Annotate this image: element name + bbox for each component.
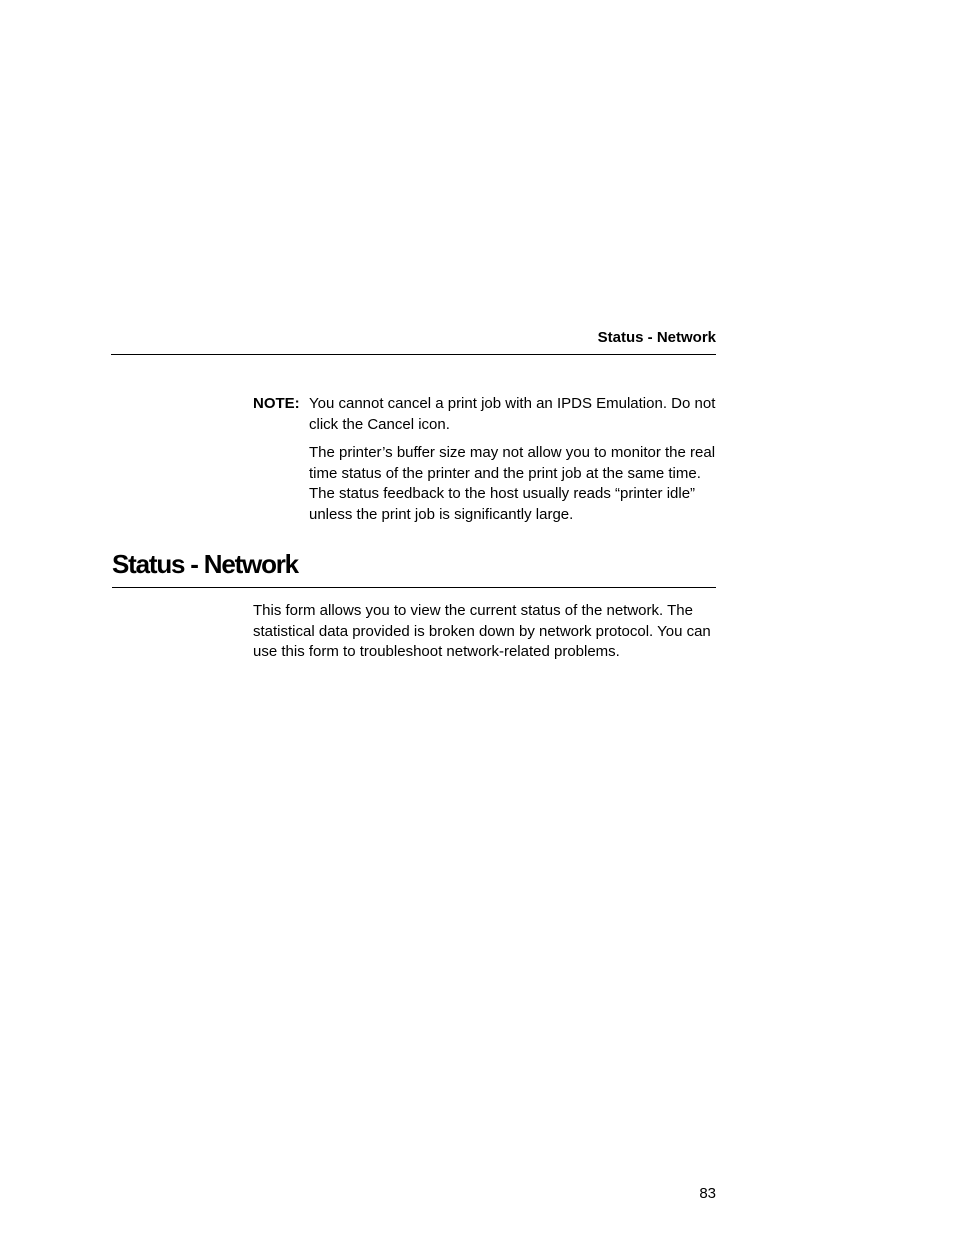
note-paragraph-1: You cannot cancel a print job with an IPDS Emulation. Do not click the Cancel icon.	[309, 395, 716, 433]
note-label: NOTE:	[253, 395, 300, 412]
section-heading: Status - Network	[112, 549, 298, 579]
note-block	[253, 394, 716, 533]
running-header: Status - Network	[597, 329, 716, 346]
page-number: 83	[699, 1185, 716, 1202]
section-body: This form allows you to view the current status of the network. The statistical data provided is broken down by network protocol. You can use this form to troubleshoot network-related problems.	[253, 602, 711, 660]
section-rule	[112, 587, 716, 588]
header-rule	[111, 354, 716, 355]
note-body	[309, 394, 716, 525]
note-paragraph-2: The printer’s buffer size may not allow you to monitor the real time status of the printer and the print job at the same time. The status feedback to the host usually reads “printer idle” unless the print job is significantly large.	[309, 444, 716, 523]
